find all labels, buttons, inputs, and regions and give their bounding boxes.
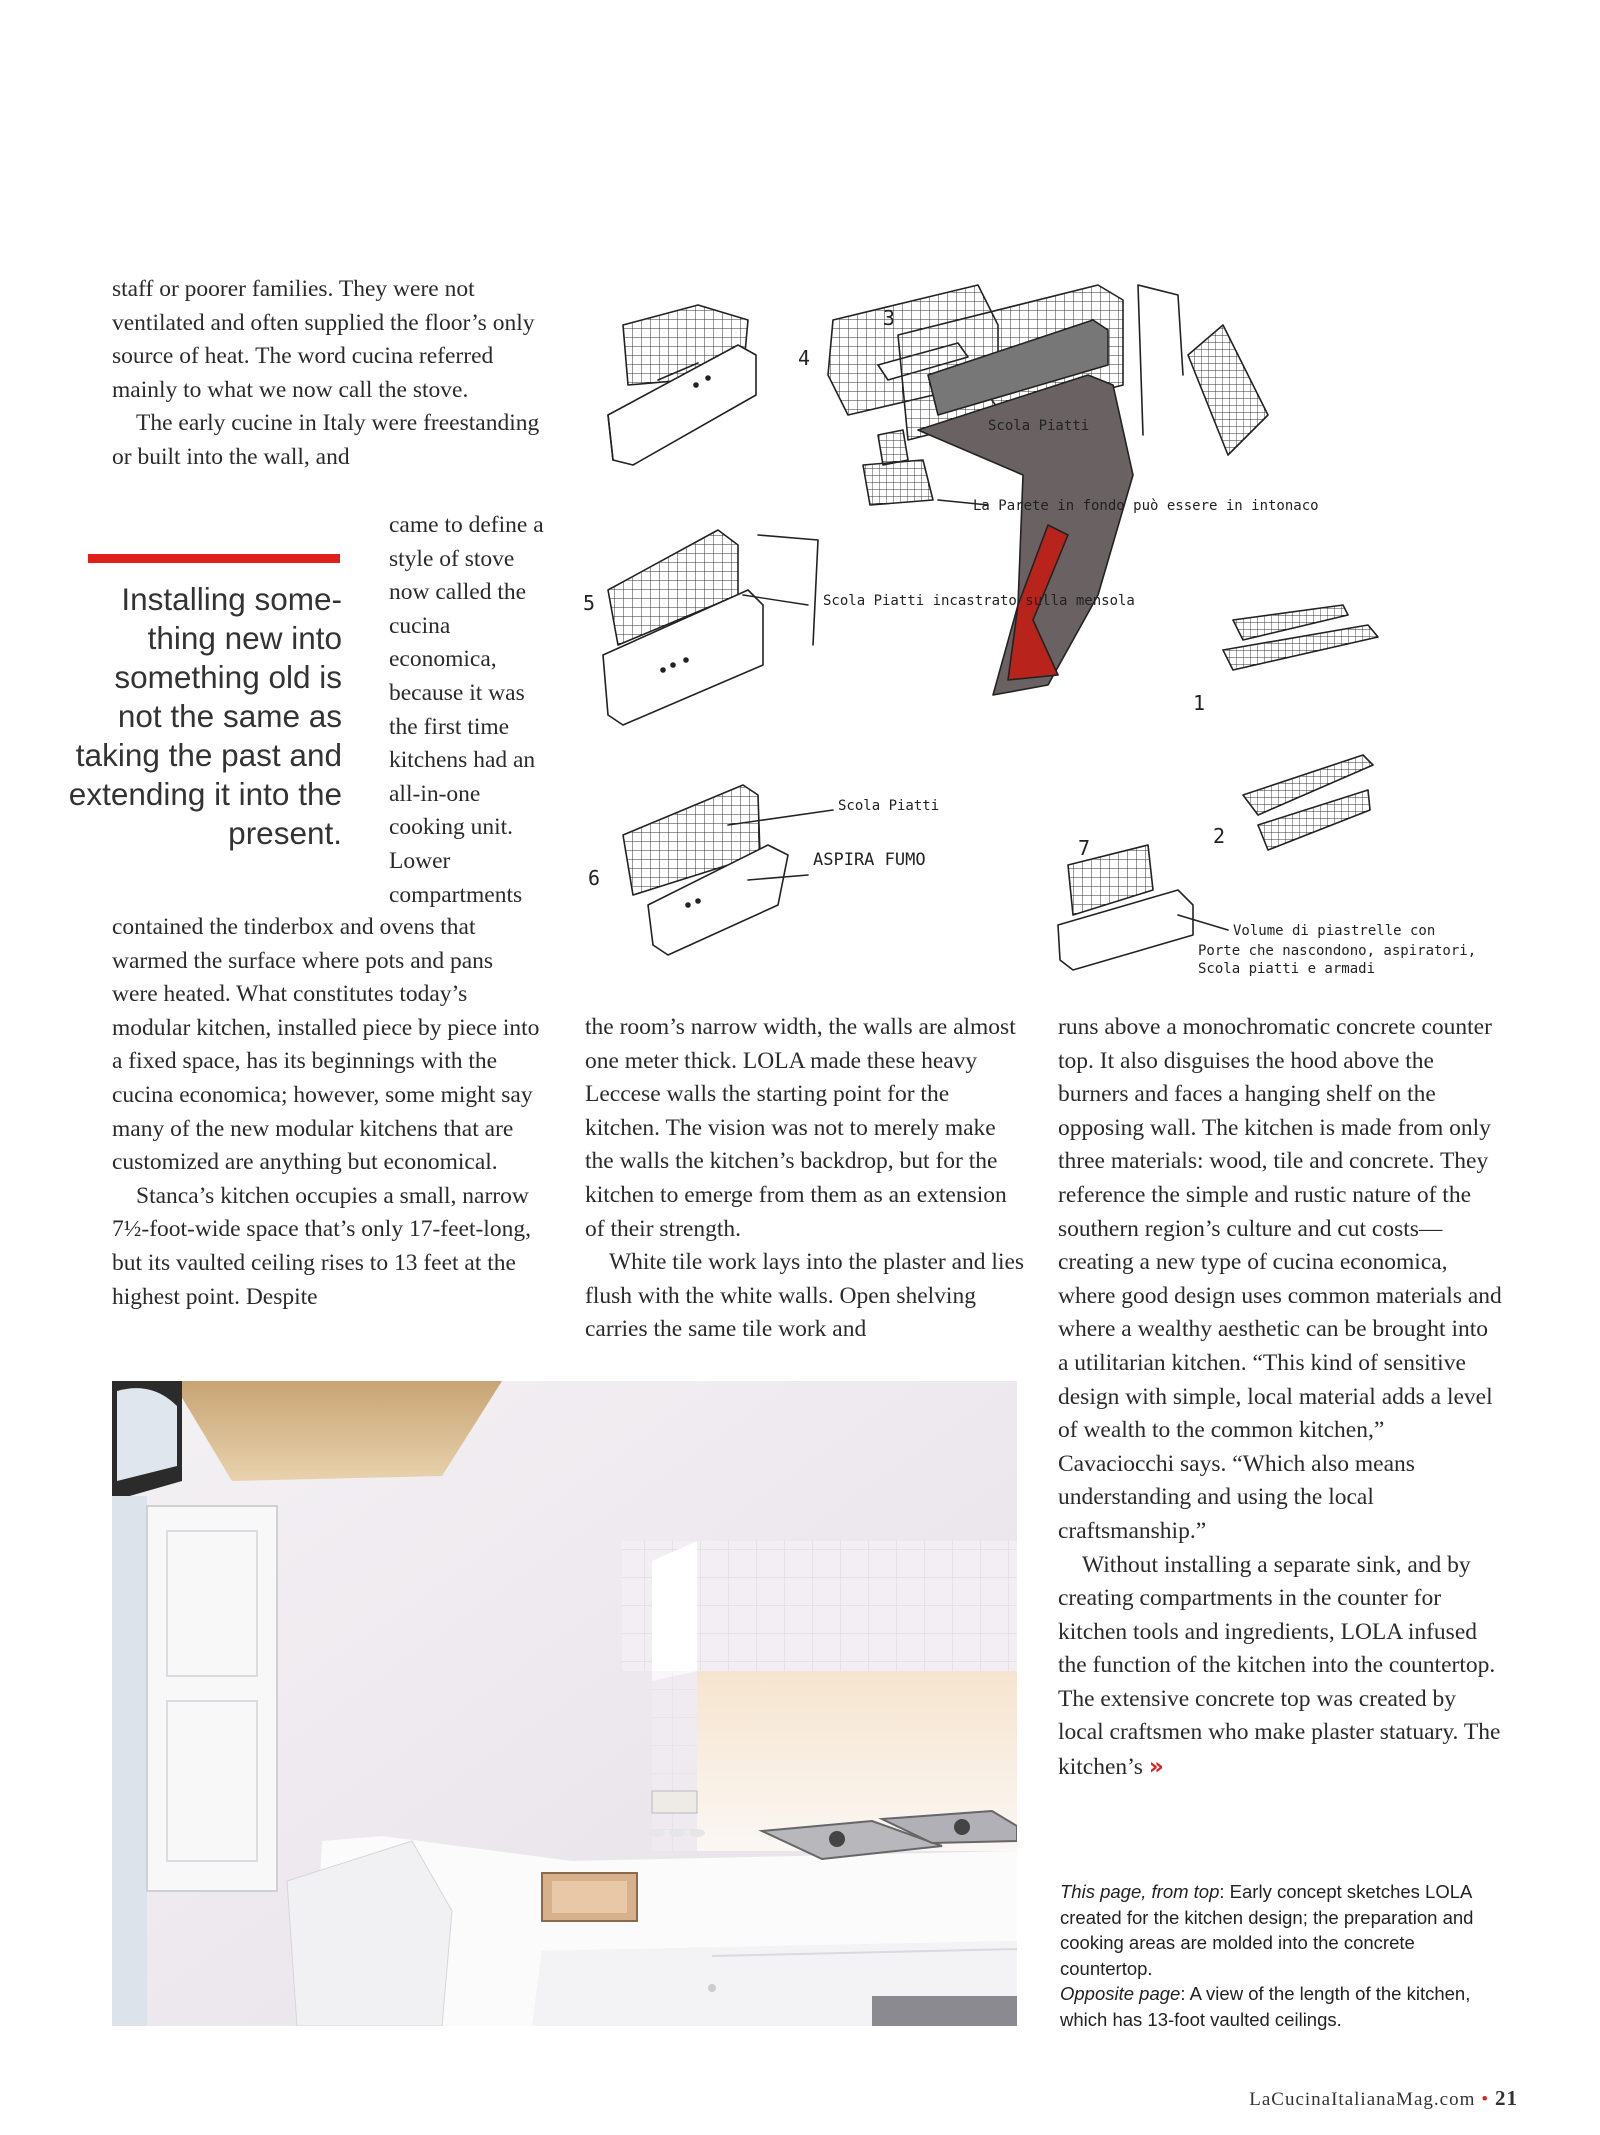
photo-caption	[1060, 1879, 1480, 2033]
sketch-5	[603, 530, 818, 725]
sketch-number: 1	[1193, 691, 1206, 715]
sketch-label: Scola Piatti incastrato sulla mensola	[823, 593, 1135, 609]
article-paragraph-narrow: came to define a style of stove now called the cucina economica, because it was the first time kitchens had an all-in-one cooking unit. Lower compartments	[389, 512, 544, 908]
sketch-label: Scola Piatti	[838, 798, 940, 814]
caption-text: : A view of the length of the kitchen, which has 13-foot vaulted ceilings.	[1060, 1983, 1471, 2030]
sketch-3	[878, 285, 1268, 695]
article-paragraph: staff or poorer families. They were not ventilated and often supplied the floor’s only source of heat. The word cucina referred mainly to what we now call the stove.	[112, 276, 535, 403]
article-column-1-narrow	[389, 509, 549, 912]
article-paragraph: The early cucine in Italy were freestanding or built into the wall, and	[112, 410, 540, 470]
article-column-3	[1058, 1011, 1503, 1785]
kitchen-photo	[112, 1381, 1017, 2026]
sketch-label: Scola Piatti	[988, 418, 1090, 434]
sketch-number: 6	[588, 866, 601, 890]
sketch-counter-1	[608, 305, 756, 465]
sketch-number: 5	[583, 591, 596, 615]
sketch-number: 4	[798, 346, 811, 370]
sketch-label: La Parete in fondo può essere in intonaco	[973, 498, 1319, 514]
article-paragraph: Stanca’s kitchen occupies a small, narrow 7½-foot-wide space that’s only 17-feet-long, but its vaulted ceiling rises to 13 feet at the highest point. Despite	[112, 1182, 531, 1310]
page-footer	[1249, 2086, 1518, 2111]
article-paragraph	[1058, 1549, 1503, 1785]
caption-lead: This page, from top	[1060, 1881, 1220, 1902]
article-paragraph-text: Without installing a separate sink, and by creating compartments in the counter for kitchen tools and ingredients, LOLA infused the function of the kitchen into the countertop. The extensive concrete top was created by local craftsmen who make plaster statuary. The kitchen’s	[1058, 1551, 1501, 1781]
caption-text: : Early concept sketches LOLA created for the kitchen design; the preparation and cooking areas are molded into the concrete countertop.	[1060, 1881, 1474, 1979]
sketch-label: Volume di piastrelle con	[1233, 923, 1436, 939]
article-paragraph: runs above a monochromatic concrete counter top. It also disguises the hood above the burners and faces a hanging shelf on the opposing wall. The kitchen is made from only three materials: wood, tile and concrete. They reference the simple and rustic nature of the southern region’s culture and cut costs—creating a new type of cucina economica, where good design uses common materials and where a wealthy aesthetic can be brought into a utilitarian kitchen. “This kind of sensitive design with simple, local material adds a level of wealth to the common kitchen,” Cavaciocchi says. “Which also means understanding and using the local craftsmanship.”	[1058, 1014, 1502, 1544]
continue-arrow-icon: »	[1148, 1752, 1164, 1781]
sketch-number: 7	[1078, 836, 1091, 860]
sketch-label: Porte che nascondono, aspiratori,	[1198, 943, 1477, 959]
article-paragraph: contained the tinderbox and ovens that warmed the surface where pots and pans were heated. What constitutes today’s modular kitchen, installed piece by piece into a fixed space, has its beginnings with the cucina economica; however, some might say many of the new modular kitchens that are customized are anything but economical.	[112, 914, 540, 1176]
article-column-1-top	[112, 273, 542, 475]
article-column-1-bottom	[112, 911, 542, 1314]
sketch-6	[623, 785, 833, 955]
pull-quote: Installing some-thing new into something old is not the same as taking the past and extending it into the present.	[68, 581, 342, 851]
article-paragraph: the room’s narrow width, the walls are almost one meter thick. LOLA made these heavy Leccese walls the starting point for the kitchen. The vision was not to merely make the walls the kitchen’s backdrop, but for the kitchen to emerge from them as an extension of their strength.	[585, 1014, 1016, 1242]
sketch-2	[1243, 755, 1373, 850]
sketch-number: 3	[883, 306, 896, 330]
pullquote-rule	[88, 554, 340, 563]
sketch-label: ASPIRA FUMO	[813, 850, 926, 870]
page-number: 21	[1495, 2086, 1518, 2110]
caption-lead: Opposite page	[1060, 1983, 1181, 2005]
footer-bullet: •	[1481, 2089, 1489, 2110]
site-url: LaCucinaItalianaMag.com	[1249, 2089, 1476, 2110]
sketch-number: 2	[1213, 824, 1226, 848]
sketch-label: Scola piatti e armadi	[1198, 961, 1376, 977]
concept-sketches	[578, 265, 1543, 980]
sketch-1	[1223, 605, 1378, 670]
article-paragraph: White tile work lays into the plaster and lies flush with the white walls. Open shelving carries the same tile work and	[585, 1249, 1025, 1343]
article-column-2	[585, 1011, 1025, 1347]
